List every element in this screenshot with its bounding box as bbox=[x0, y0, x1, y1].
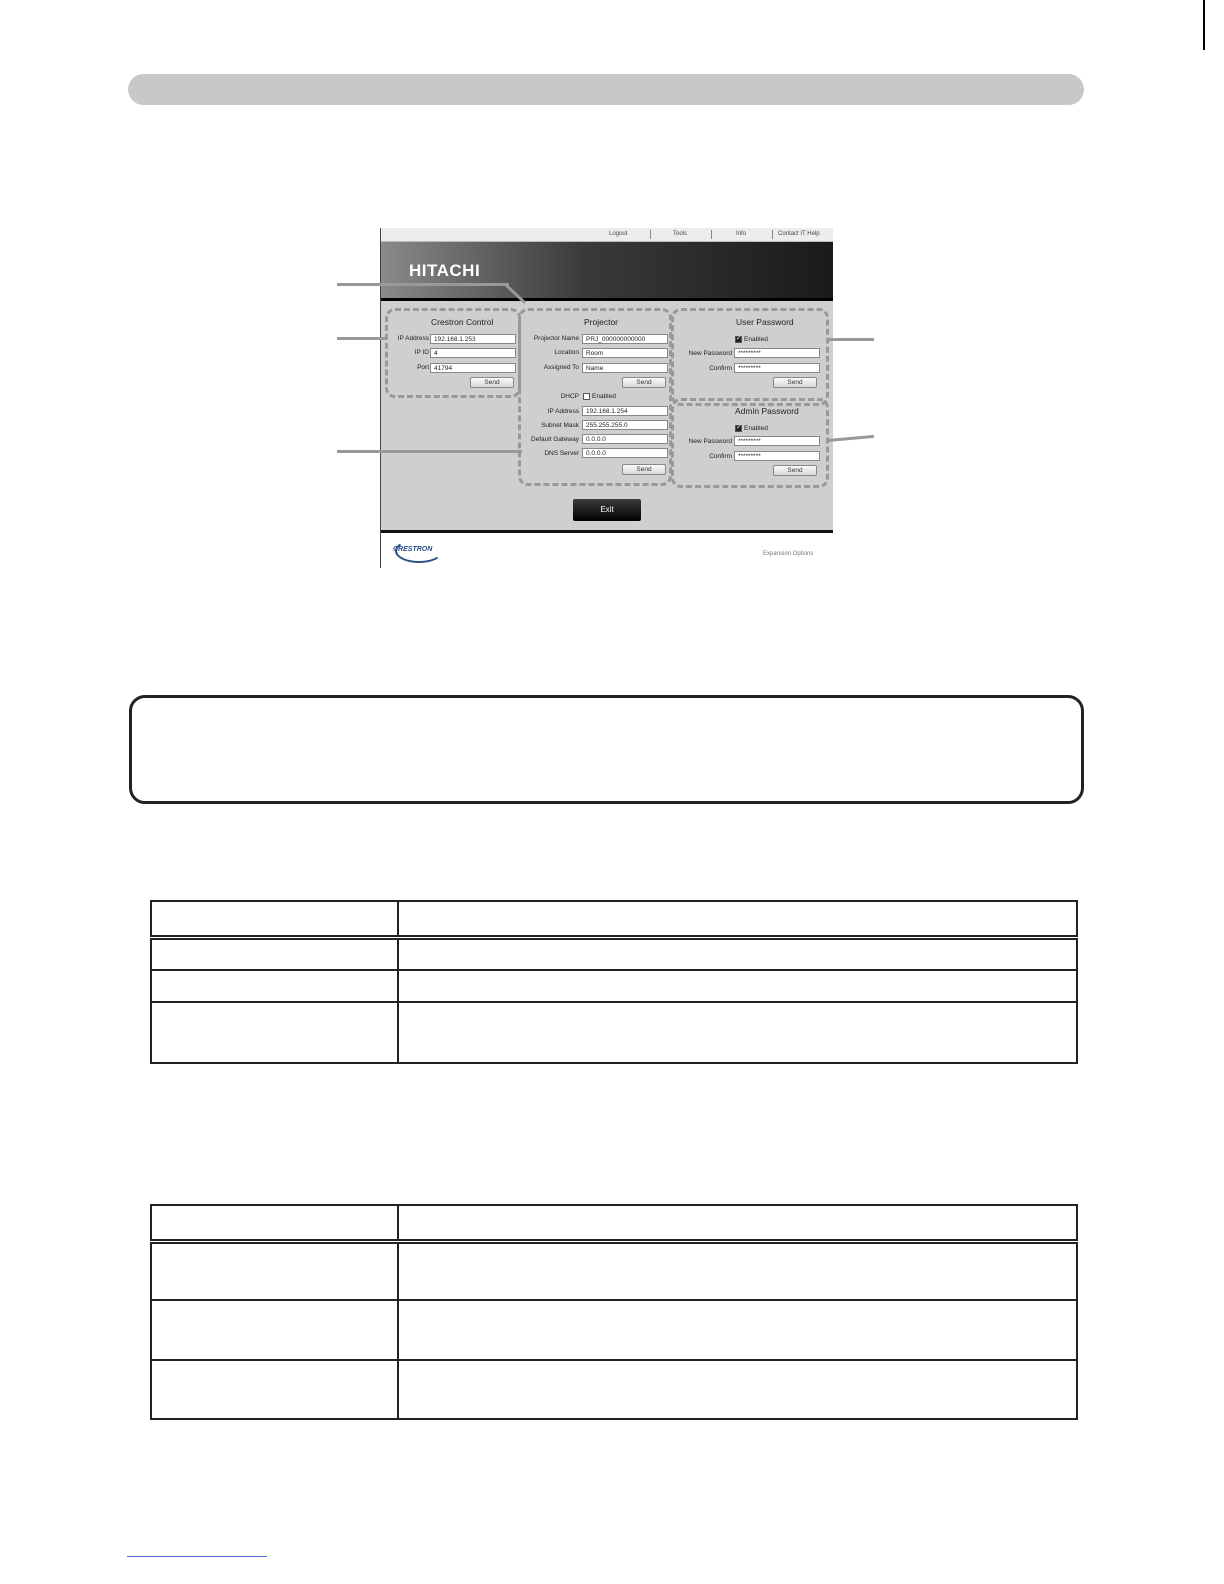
net-ip-label: IP Address bbox=[547, 408, 579, 415]
table-cell bbox=[151, 937, 398, 970]
admin-newpw-label: New Password bbox=[688, 438, 732, 445]
admin-confirm-label: Confirm bbox=[709, 453, 732, 460]
user-confirm-label: Confirm bbox=[709, 365, 732, 372]
table-row bbox=[151, 1241, 1077, 1300]
table-cell bbox=[398, 1300, 1077, 1359]
proj-assigned-label: Assigned To bbox=[543, 364, 579, 371]
table-cell bbox=[398, 1241, 1077, 1300]
user-send-button[interactable]: Send bbox=[773, 377, 817, 388]
user-newpw-field[interactable]: ********* bbox=[734, 348, 820, 358]
footer-link-rule bbox=[127, 1556, 267, 1557]
admin-password-title: Admin Password bbox=[735, 406, 799, 416]
cc-ip-label: IP Address bbox=[397, 335, 429, 342]
net-gateway-field[interactable]: 0.0.0.0 bbox=[582, 434, 668, 444]
admin-enabled-label: Enabled bbox=[744, 425, 768, 432]
table-header-cell bbox=[398, 1205, 1077, 1241]
crestron-tools-screenshot bbox=[380, 228, 833, 568]
net-gateway-label: Default Gateway bbox=[530, 436, 579, 443]
table-cell bbox=[398, 1360, 1077, 1419]
net-ip-field[interactable]: 192.168.1.254 bbox=[582, 406, 668, 416]
dhcp-enabled-label: Enabled bbox=[592, 393, 616, 400]
section-header-bar bbox=[128, 74, 1084, 105]
footer bbox=[381, 533, 833, 568]
net-send-button[interactable]: Send bbox=[622, 464, 666, 475]
cc-send-button[interactable]: Send bbox=[470, 377, 514, 388]
cc-ip-field[interactable]: 192.168.1.253 bbox=[430, 334, 516, 344]
expansion-options-link[interactable]: Expansion Options bbox=[763, 551, 814, 557]
table-cell bbox=[151, 1002, 398, 1063]
proj-name-field[interactable]: PRJ_000000000000 bbox=[582, 334, 668, 344]
user-confirm-field[interactable]: ********* bbox=[734, 363, 820, 373]
note-box bbox=[129, 695, 1084, 804]
page-edge-rule bbox=[1203, 0, 1205, 50]
table-header-cell bbox=[151, 1205, 398, 1241]
admin-send-button[interactable]: Send bbox=[773, 465, 817, 476]
user-enabled-label: Enabled bbox=[744, 336, 768, 343]
exit-button[interactable]: Exit bbox=[573, 499, 641, 521]
net-subnet-field[interactable]: 255.255.255.0 bbox=[582, 420, 668, 430]
nav-logout[interactable]: Logout bbox=[609, 231, 628, 237]
dhcp-label: DHCP bbox=[560, 393, 579, 400]
table-row bbox=[151, 1300, 1077, 1359]
table-header-row bbox=[151, 1205, 1077, 1241]
crestron-logo: CRESTRON bbox=[393, 546, 433, 553]
nav-separator bbox=[711, 230, 712, 239]
table-header-cell bbox=[398, 901, 1077, 937]
table-cell bbox=[151, 970, 398, 1003]
callout-line-admin-password bbox=[826, 435, 874, 442]
table-cell bbox=[398, 1002, 1077, 1063]
proj-send-button[interactable]: Send bbox=[622, 377, 666, 388]
admin-newpw-field[interactable]: ********* bbox=[734, 436, 820, 446]
user-newpw-label: New Password bbox=[688, 350, 732, 357]
net-dns-field[interactable]: 0.0.0.0 bbox=[582, 448, 668, 458]
proj-assigned-field[interactable]: Name bbox=[582, 363, 668, 373]
table-cell bbox=[151, 1360, 398, 1419]
callout-line-crestron-control bbox=[337, 337, 387, 340]
cc-port-field[interactable]: 41794 bbox=[430, 363, 516, 373]
table-header-row bbox=[151, 901, 1077, 937]
admin-confirm-field[interactable]: ********* bbox=[734, 451, 820, 461]
settings-table-1 bbox=[150, 900, 1078, 1064]
user-enabled-checkbox[interactable]: ✓ bbox=[736, 336, 742, 342]
table-cell bbox=[398, 970, 1077, 1003]
proj-location-label: Location bbox=[554, 349, 579, 356]
settings-table-2 bbox=[150, 1204, 1078, 1420]
net-subnet-label: Subnet Mask bbox=[541, 422, 579, 429]
proj-name-label: Projector Name bbox=[533, 335, 579, 342]
table-cell bbox=[151, 1300, 398, 1359]
table-cell bbox=[398, 937, 1077, 970]
proj-location-field[interactable]: Room bbox=[582, 348, 668, 358]
nav-contact-it-help[interactable]: Contact IT Help bbox=[778, 231, 820, 237]
table-header-cell bbox=[151, 901, 398, 937]
cc-ipid-label: IP ID bbox=[414, 349, 429, 356]
callout-line-network bbox=[337, 450, 522, 453]
nav-info[interactable]: Info bbox=[736, 231, 747, 237]
callout-line-projector bbox=[337, 283, 509, 286]
dhcp-checkbox[interactable] bbox=[583, 393, 590, 400]
nav-separator bbox=[772, 230, 773, 239]
cc-ipid-field[interactable]: 4 bbox=[430, 348, 516, 358]
hitachi-logo: HITACHI bbox=[409, 261, 481, 280]
nav-separator bbox=[650, 230, 651, 239]
net-dns-label: DNS Server bbox=[544, 450, 579, 457]
table-cell bbox=[151, 1241, 398, 1300]
user-password-title: User Password bbox=[736, 317, 794, 327]
table-row bbox=[151, 937, 1077, 970]
table-row bbox=[151, 1360, 1077, 1419]
nav-tools[interactable]: Tools bbox=[673, 231, 688, 237]
table-row bbox=[151, 970, 1077, 1003]
projector-title: Projector bbox=[584, 317, 619, 327]
callout-line-user-password bbox=[826, 338, 874, 341]
table-row bbox=[151, 1002, 1077, 1063]
cc-port-label: Port bbox=[417, 364, 429, 371]
crestron-control-title: Crestron Control bbox=[431, 317, 494, 327]
top-nav bbox=[381, 228, 833, 242]
admin-enabled-checkbox[interactable]: ✓ bbox=[736, 425, 742, 431]
